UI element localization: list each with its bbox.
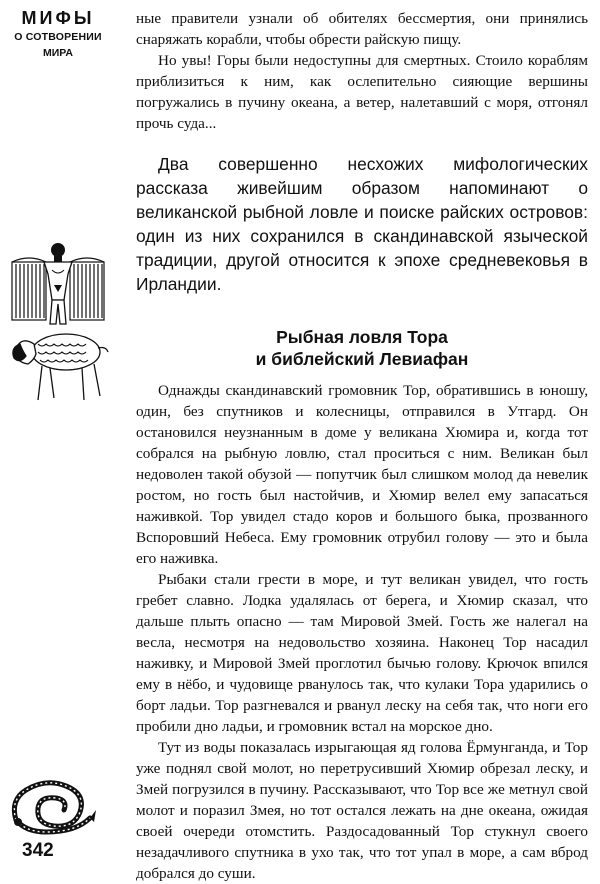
paragraph: Рыбаки стали грести в море, и тут великан увидел, что гость гребет славно. Лодка удалялась от берега, и Хюмир сказал, что дальше плыть опасно — там Мировой Змей. Гость же налегал на весла, несмотря на недовольство хозяина. Наконец Тор насадил наживку, и Мировой Змей проглотил бычью голову. Крючок впился ему в нёбо, и чудовище рванулось так, что кулаки Тора ударились о борт ладьи. Тор разгневался и рванул леску на себя так, что ноги его пробили дно ладьи, и громовник встал на морское дно.	[136, 571, 588, 735]
paragraph: Но увы! Горы были недоступны для смертных. Стоило кораблям приблизиться к ним, как ослепительно сияющие вершины погружались в пучину океана, а ветер, налетавший с моря, отгонял прочь суда...	[136, 52, 588, 132]
paragraph-continued: ные правители узнали об обителях бессмертия, они принялись снаряжать корабли, чтобы обрести райскую пищу.	[136, 10, 588, 48]
lead-paragraph: Два совершенно несхожих мифологических рассказа живейшим образом напоминают о великанской рыбной ловле и поиске райских островов: один из них сохранился в скандинавской языческой традиции, другой относится к эпохе средневековья в Ирландии.	[136, 154, 588, 294]
paragraph: Тут из воды показалась изрыгающая яд голова Ёрмунганда, и Тор уже поднял свой молот, но перетрусивший Хюмир обрезал леску, и Змей погрузился в пучину. Рассказывают, что Тор все же метнул свой молот и поразил Змея, но тот остался лежать на дне океана, ожидая своей очереди отомстить. Раздосадованный Тор стукнул своего незадачливого спутника в ухо так, что тот упал в море, а сам вброд добрался до суши.	[136, 739, 588, 882]
section-heading-line-2: и библейский Левиафан	[255, 349, 469, 369]
text-column	[136, 8, 588, 884]
goddess-on-ram-illustration	[4, 240, 112, 410]
section-heading-line-1: Рыбная ловля Тора	[276, 327, 448, 347]
page-margin	[0, 0, 118, 872]
page-number: 342	[22, 840, 54, 861]
section-heading	[136, 326, 588, 370]
paragraph: Однажды скандинавский громовник Тор, обратившись в юношу, один, без спутников и колесницы, отправился в Утгард. Он остановился неузнанным в доме у великана Хюмира и, когда тот собрался на рыбную ловлю, стал проситься с ним. Великан был недоволен такой обузой — попутчик был слишком молод да невелик ростом, но гость был настойчив, и Хюмир велел ему запасаться наживкой. Тор увидел стадо коров и большого быка, прозванного Вспоровший Небеса. Ему громовник отрубил голову — это и была его наживка.	[136, 382, 588, 567]
serpent-ornament	[6, 760, 98, 838]
series-header	[8, 8, 108, 60]
series-subtitle: О СОТВОРЕНИИ	[14, 31, 102, 43]
series-title: МИФЫ	[21, 8, 95, 28]
series-subtitle-2: МИРА	[43, 47, 73, 59]
